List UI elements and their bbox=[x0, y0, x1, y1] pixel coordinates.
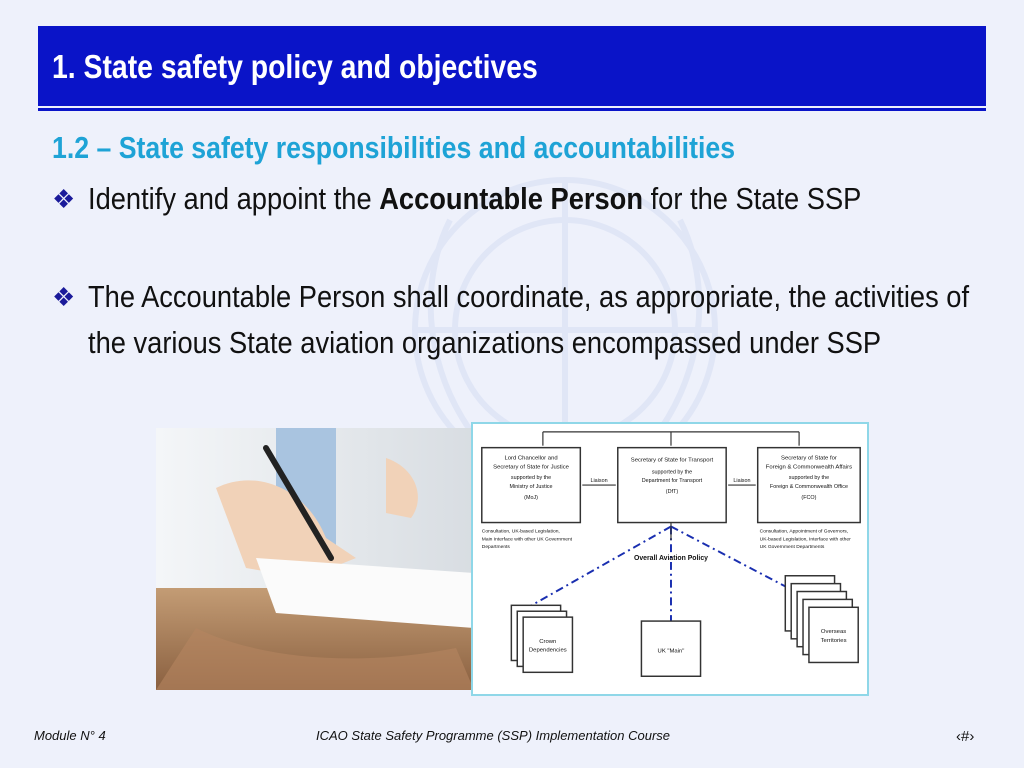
svg-text:Department for Transport: Department for Transport bbox=[641, 478, 703, 485]
svg-text:UK Government Departments: UK Government Departments bbox=[759, 545, 825, 551]
svg-text:Lord Chancellor and: Lord Chancellor and bbox=[504, 455, 558, 462]
svg-text:Departments: Departments bbox=[481, 545, 510, 551]
footer-course: ICAO State Safety Programme (SSP) Implementation Course bbox=[316, 728, 671, 743]
svg-text:Consultation, Appointment of G: Consultation, Appointment of Governors, bbox=[759, 529, 849, 535]
svg-text:Secretary of State for Transpo: Secretary of State for Transport bbox=[630, 457, 714, 464]
svg-text:Dependencies: Dependencies bbox=[528, 647, 567, 654]
bullet-text-1: Identify and appoint the Accountable Person for the State SSP bbox=[88, 181, 862, 216]
svg-text:supported by the: supported by the bbox=[510, 475, 552, 482]
svg-text:Consultation, UK-based Legisla: Consultation, UK-based Legislation, bbox=[481, 529, 560, 535]
diamond-bullet-icon: ❖ bbox=[52, 184, 76, 214]
accountable-person-emphasis: Accountable Person bbox=[379, 181, 643, 216]
ssp-organization-diagram bbox=[471, 422, 869, 696]
svg-text:(DfT): (DfT) bbox=[665, 488, 679, 495]
svg-text:Foreign & Commonwealth Office: Foreign & Commonwealth Office bbox=[769, 484, 848, 491]
title-underline bbox=[38, 108, 986, 111]
svg-text:Territories: Territories bbox=[820, 637, 847, 644]
slide-subtitle: 1.2 – State safety responsibilities and accountabilities bbox=[52, 130, 736, 165]
svg-text:Liaison: Liaison bbox=[733, 478, 751, 485]
svg-text:Secretary of State for: Secretary of State for bbox=[781, 455, 837, 462]
svg-text:UK "Main": UK "Main" bbox=[657, 648, 685, 655]
bullet-item-2 bbox=[52, 274, 1024, 366]
svg-text:Ministry of Justice: Ministry of Justice bbox=[509, 484, 553, 491]
svg-text:supported by the: supported by the bbox=[788, 475, 830, 482]
bullet-text-2: The Accountable Person shall coordinate, as appropriate, the activities of the various State aviation organizations encompassed under SSP bbox=[88, 279, 970, 360]
svg-text:Liaison: Liaison bbox=[590, 478, 608, 485]
footer-module: Module N° 4 bbox=[34, 728, 106, 743]
svg-text:Crown: Crown bbox=[539, 638, 557, 645]
title-bar bbox=[38, 26, 986, 106]
slide-title: 1. State safety policy and objectives bbox=[52, 48, 538, 85]
svg-text:UK-based Legislation, Interfac: UK-based Legislation, Interface with other bbox=[759, 537, 851, 543]
diamond-bullet-icon: ❖ bbox=[52, 282, 76, 312]
svg-text:Main Interface with other UK G: Main Interface with other UK Government bbox=[481, 537, 573, 543]
svg-text:Overall Aviation Policy: Overall Aviation Policy bbox=[633, 554, 708, 562]
svg-text:(FCO): (FCO) bbox=[801, 494, 817, 501]
footer-page-number: ‹#› bbox=[956, 728, 975, 745]
bullet-item-1 bbox=[52, 176, 982, 222]
signing-document-photo bbox=[156, 428, 474, 690]
svg-text:Overseas: Overseas bbox=[820, 628, 847, 635]
svg-text:(MoJ): (MoJ) bbox=[524, 494, 538, 501]
svg-text:Secretary of State for Justice: Secretary of State for Justice bbox=[493, 464, 569, 471]
svg-text:supported by the: supported by the bbox=[651, 469, 693, 476]
svg-text:Foreign & Commonwealth Affairs: Foreign & Commonwealth Affairs bbox=[765, 464, 853, 471]
